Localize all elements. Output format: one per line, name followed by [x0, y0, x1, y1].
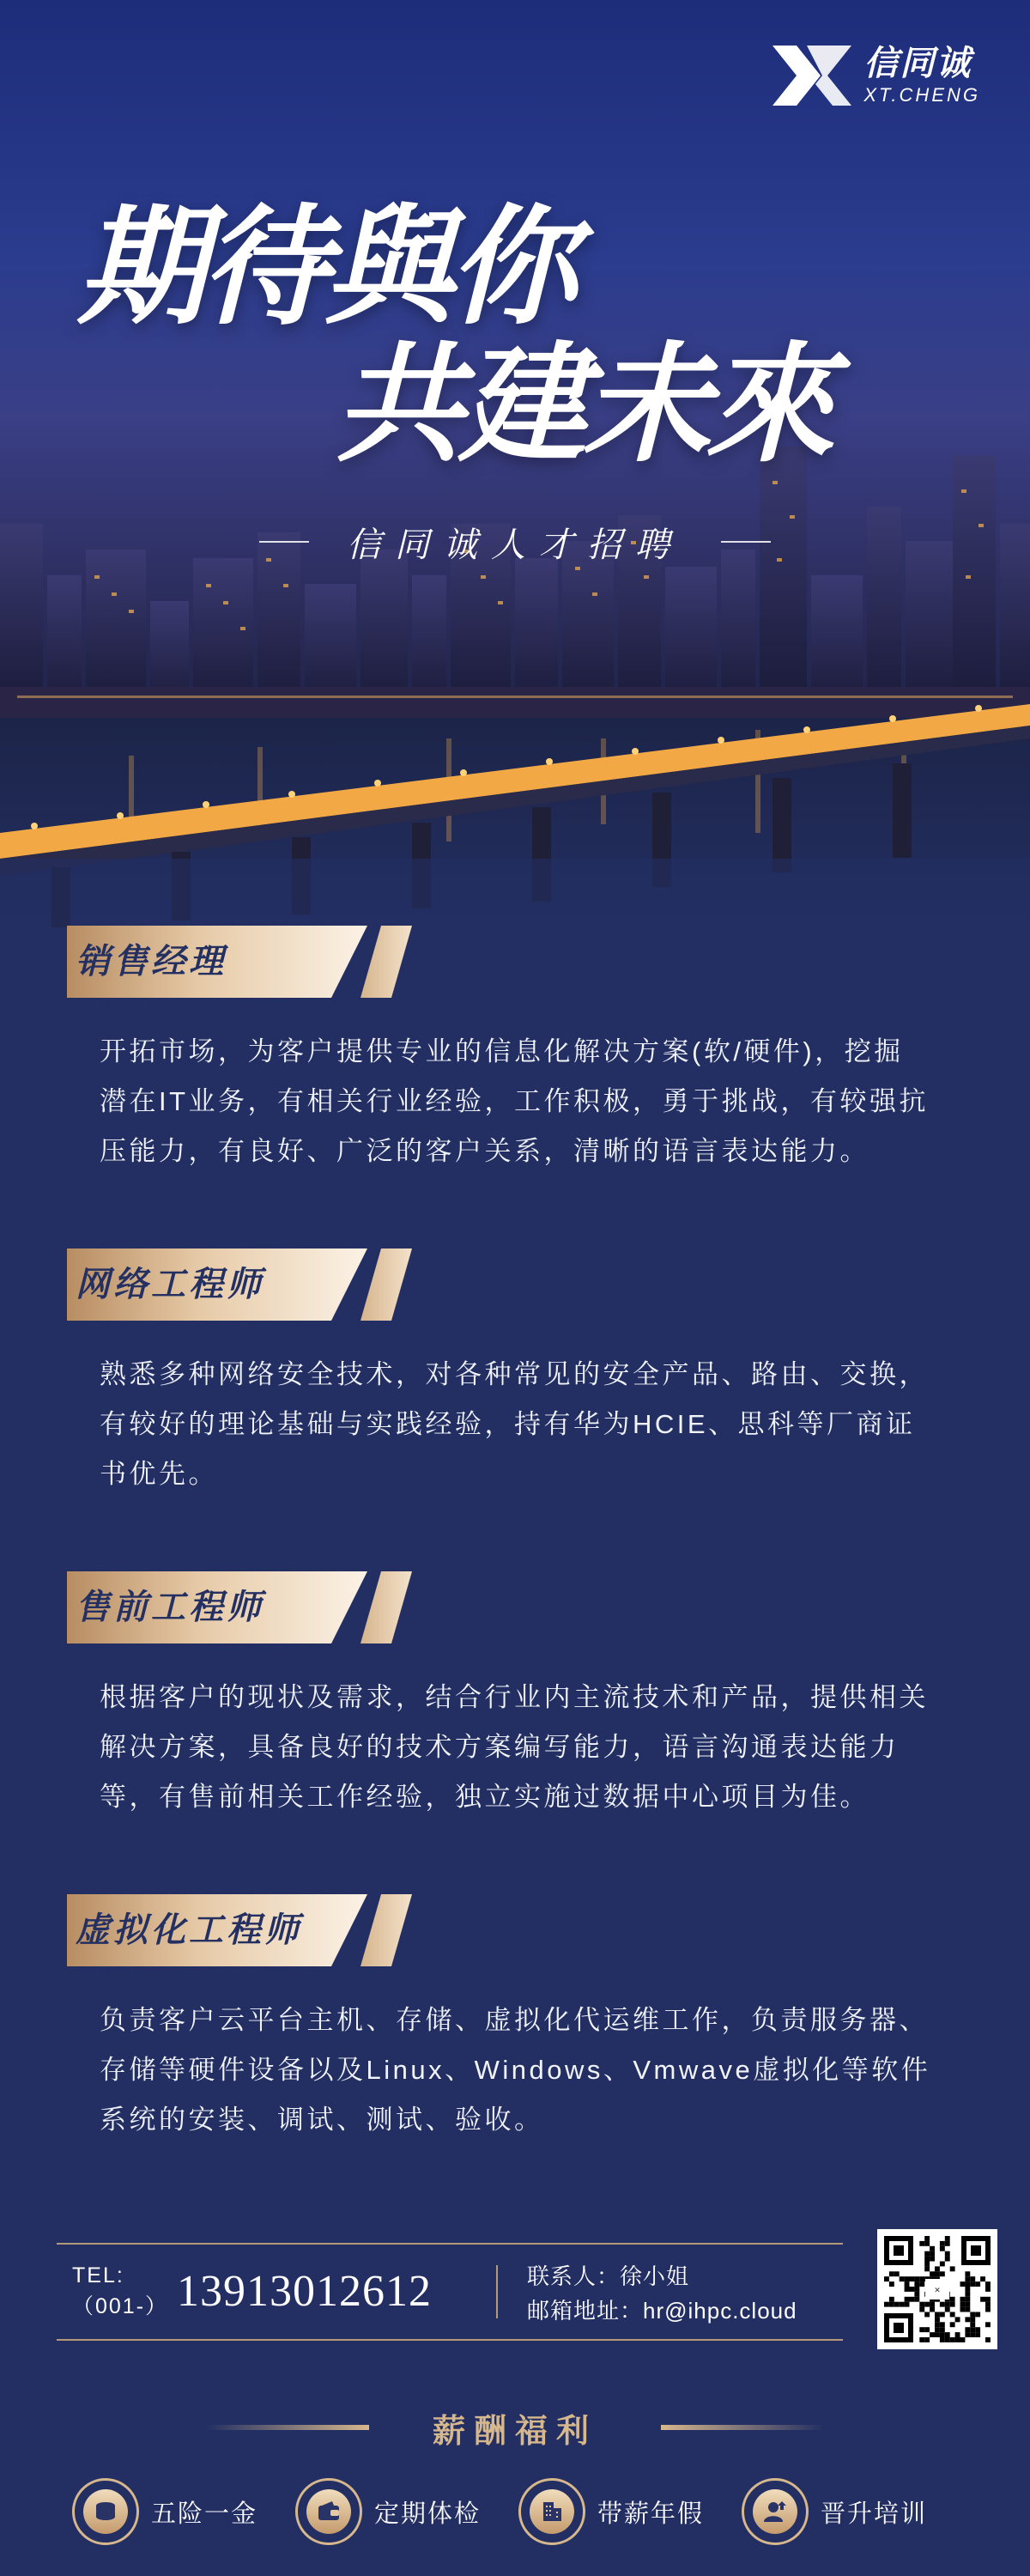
- qr-module: [975, 2332, 980, 2337]
- qr-module: [935, 2312, 940, 2318]
- qr-module: [950, 2322, 955, 2327]
- qr-module: [945, 2236, 950, 2241]
- benefit-label: 晋升培训: [821, 2500, 928, 2528]
- qr-module: [919, 2327, 924, 2332]
- job-title: 虚拟化工程师: [76, 1910, 302, 1950]
- brand-name: 信同诚: [863, 43, 972, 83]
- qr-module: [924, 2327, 930, 2332]
- qr-module: [965, 2287, 970, 2292]
- qr-module: [924, 2257, 930, 2262]
- qr-module: [970, 2276, 975, 2281]
- job-title: 销售经理: [76, 941, 227, 981]
- qr-module: [985, 2297, 991, 2302]
- qr-module: [960, 2307, 966, 2312]
- qr-module: [970, 2317, 975, 2322]
- qr-module: [905, 2276, 910, 2281]
- qr-module: [975, 2281, 980, 2287]
- qr-module: [960, 2297, 966, 2302]
- job-description: 根据客户的现状及需求，结合行业内主流技术和产品，提供相关解决方案，具备良好的技术方案编写能力，语言沟通表达能力等，有售前相关工作经验，独立实施过数据中心项目为佳。: [100, 1682, 929, 1812]
- qr-module: [940, 2327, 945, 2332]
- job-description: 开拓市场，为客户提供专业的信息化解决方案(软/硬件)，挖掘潜在IT业务，有相关行业经验，工作积极，勇于挑战，有较强抗压能力，有良好、广泛的客户关系，清晰的语言表达能力。: [100, 1036, 930, 1166]
- benefit-item: [295, 2473, 481, 2550]
- recruit-divider-left: [259, 541, 309, 543]
- qr-module: [914, 2281, 919, 2287]
- qr-module: [945, 2241, 950, 2246]
- qr-module: [930, 2332, 935, 2337]
- job-title: 售前工程师: [76, 1587, 264, 1627]
- qr-module: [965, 2307, 970, 2312]
- qr-module: [945, 2307, 950, 2312]
- qr-module: [924, 2337, 930, 2342]
- job-description: 负责客户云平台主机、存储、虚拟化代运维工作，负责服务器、存储等硬件设备以及Linux、Windows、Vmwave虚拟化等软件系统的安装、调试、测试、验收。: [100, 2005, 931, 2135]
- qr-module: [970, 2322, 975, 2327]
- headline-line-2: 共建未來: [335, 329, 830, 480]
- qr-module: [889, 2302, 894, 2307]
- qr-module: [985, 2322, 991, 2327]
- qr-module: [960, 2302, 966, 2307]
- qr-module: [970, 2327, 975, 2332]
- qr-module: [905, 2302, 910, 2307]
- qr-module: [940, 2246, 945, 2251]
- qr-module: [910, 2276, 915, 2281]
- qr-module: [955, 2317, 960, 2322]
- qr-module: [889, 2297, 894, 2302]
- qr-module: [965, 2297, 970, 2302]
- qr-module: [940, 2302, 945, 2307]
- recruit-divider-right: [721, 541, 771, 543]
- qr-module: [910, 2287, 915, 2292]
- building-icon: [518, 2478, 585, 2545]
- contact-person: 联系人：徐小姐: [527, 2263, 690, 2289]
- qr-module: [945, 2251, 950, 2257]
- qr-module: [965, 2302, 970, 2307]
- qr-module: [930, 2246, 935, 2251]
- job-title: 网络工程师: [76, 1264, 264, 1304]
- qr-module: [919, 2337, 924, 2342]
- qr-module: [935, 2322, 940, 2327]
- qr-module: [894, 2302, 900, 2307]
- benefits-list: [67, 2473, 994, 2550]
- qr-module: [914, 2287, 919, 2292]
- qr-module: [935, 2271, 940, 2276]
- qr-module: [970, 2312, 975, 2318]
- qr-module: [970, 2332, 975, 2337]
- qr-module: [950, 2302, 955, 2307]
- qr-module: [930, 2251, 935, 2257]
- qr-module: [955, 2332, 960, 2337]
- qr-module: [950, 2297, 955, 2302]
- qr-module: [914, 2276, 919, 2281]
- qr-module: [945, 2332, 950, 2337]
- brand-logo: [772, 45, 980, 106]
- recruit-banner: [0, 512, 1030, 572]
- qr-module: [965, 2327, 970, 2332]
- qr-module: [884, 2276, 889, 2281]
- qr-module: [924, 2266, 930, 2271]
- qr-module: [940, 2312, 945, 2318]
- job-tag-slash: [360, 1894, 412, 1966]
- qr-module: [919, 2307, 924, 2312]
- qr-module: [919, 2281, 924, 2287]
- qr-module: [950, 2312, 955, 2318]
- qr-module: [935, 2327, 940, 2332]
- qr-module: [980, 2297, 985, 2302]
- qr-module: [930, 2307, 935, 2312]
- phone-number[interactable]: 13913012612: [177, 2267, 432, 2316]
- qr-code-graphic: [877, 2229, 997, 2349]
- headline: [0, 129, 1030, 489]
- qr-module: [985, 2302, 991, 2307]
- qr-module: [905, 2287, 910, 2292]
- benefits-divider-right: [661, 2425, 824, 2430]
- qr-module: [940, 2322, 945, 2327]
- user-growth-icon: [742, 2478, 809, 2545]
- contact-divider: [496, 2265, 498, 2318]
- qr-module: [924, 2302, 930, 2307]
- job-tag-slash: [360, 1249, 412, 1321]
- qr-module: [950, 2266, 955, 2271]
- qr-module: [940, 2332, 945, 2337]
- benefit-item: [72, 2473, 258, 2550]
- benefit-item: [518, 2473, 704, 2550]
- qr-module: [960, 2281, 966, 2287]
- qr-module: [884, 2302, 889, 2307]
- qr-module: [965, 2332, 970, 2337]
- job-description: 熟悉多种网络安全技术，对各种常见的安全产品、路由、交换，有较好的理论基础与实践经验，持有华为HCIE、思科等厂商证书优先。: [100, 1359, 929, 1489]
- qr-module: [985, 2307, 991, 2312]
- svg-text:✕: ✕: [934, 2287, 941, 2295]
- contact-email[interactable]: 邮箱地址：hr@ihpc.cloud: [527, 2298, 797, 2324]
- headline-line-1: 期待與你: [77, 191, 573, 343]
- qr-module: [965, 2276, 970, 2281]
- benefit-label: 带薪年假: [597, 2500, 705, 2528]
- qr-module: [919, 2241, 924, 2246]
- job-tag: [67, 1249, 410, 1321]
- qr-module: [935, 2317, 940, 2322]
- job-tag: [67, 926, 410, 998]
- qr-module: [965, 2292, 970, 2297]
- qr-module: [924, 2241, 930, 2246]
- qr-module: [914, 2292, 919, 2297]
- tel-area-code: （001-）: [72, 2294, 169, 2318]
- qr-module: [940, 2262, 945, 2267]
- qr-module: [894, 2271, 900, 2276]
- qr-module: [930, 2257, 935, 2262]
- qr-module: [945, 2257, 950, 2262]
- qr-module: [970, 2281, 975, 2287]
- qr-module: [905, 2297, 910, 2302]
- benefits-header: [0, 2401, 1030, 2452]
- qr-module: [975, 2312, 980, 2318]
- qr-module: [919, 2302, 924, 2307]
- qr-module: [905, 2281, 910, 2287]
- qr-module: [935, 2332, 940, 2337]
- qr-module: [950, 2337, 955, 2342]
- qr-module: [889, 2271, 894, 2276]
- qr-module: [965, 2271, 970, 2276]
- qr-module: [980, 2276, 985, 2281]
- qr-module: [940, 2271, 945, 2276]
- qr-module: [965, 2317, 970, 2322]
- qr-module: [945, 2337, 950, 2342]
- qr-module: [940, 2241, 945, 2246]
- brand-text: [863, 45, 980, 106]
- benefit-item: [742, 2473, 927, 2550]
- qr-module: [930, 2302, 935, 2307]
- qr-module: [924, 2312, 930, 2318]
- qr-module: [919, 2276, 924, 2281]
- qr-module: [900, 2276, 905, 2281]
- qr-module: [935, 2266, 940, 2271]
- recruit-text: 信同诚人才招聘: [347, 525, 683, 565]
- contact-bar: [57, 2243, 843, 2341]
- city-night-skyline-image: [0, 429, 1030, 927]
- qr-module: [940, 2337, 945, 2342]
- benefit-label: 五险一金: [151, 2500, 258, 2528]
- qr-module: [924, 2236, 930, 2241]
- tel-label: TEL:: [72, 2263, 124, 2287]
- qr-module: [945, 2302, 950, 2307]
- job-tag: [67, 1571, 410, 1643]
- wallet-icon: [295, 2478, 362, 2545]
- qr-module: [914, 2297, 919, 2302]
- job-tag-slash: [360, 926, 412, 998]
- qr-module: [960, 2337, 966, 2342]
- qr-module: [924, 2262, 930, 2267]
- qr-module: [965, 2281, 970, 2287]
- qr-module: [924, 2251, 930, 2257]
- brand-subtitle: XT.CHENG: [863, 84, 980, 106]
- qr-module: [889, 2281, 894, 2287]
- brand-x-mark-icon: [772, 46, 851, 106]
- qr-module: [930, 2271, 935, 2276]
- qr-module: [985, 2281, 991, 2287]
- qr-code-image[interactable]: [877, 2229, 997, 2349]
- coins-icon: [72, 2478, 139, 2545]
- qr-module: [955, 2337, 960, 2342]
- qr-module: [985, 2287, 991, 2292]
- hero-banner: [0, 0, 1030, 927]
- qr-module: [975, 2327, 980, 2332]
- job-tag: [67, 1894, 410, 1966]
- benefits-title: 薪酬福利: [432, 2412, 597, 2450]
- benefit-label: 定期体检: [374, 2500, 482, 2528]
- job-tag-slash: [360, 1571, 412, 1643]
- qr-module: [900, 2302, 905, 2307]
- qr-module: [985, 2337, 991, 2342]
- qr-module: [910, 2297, 915, 2302]
